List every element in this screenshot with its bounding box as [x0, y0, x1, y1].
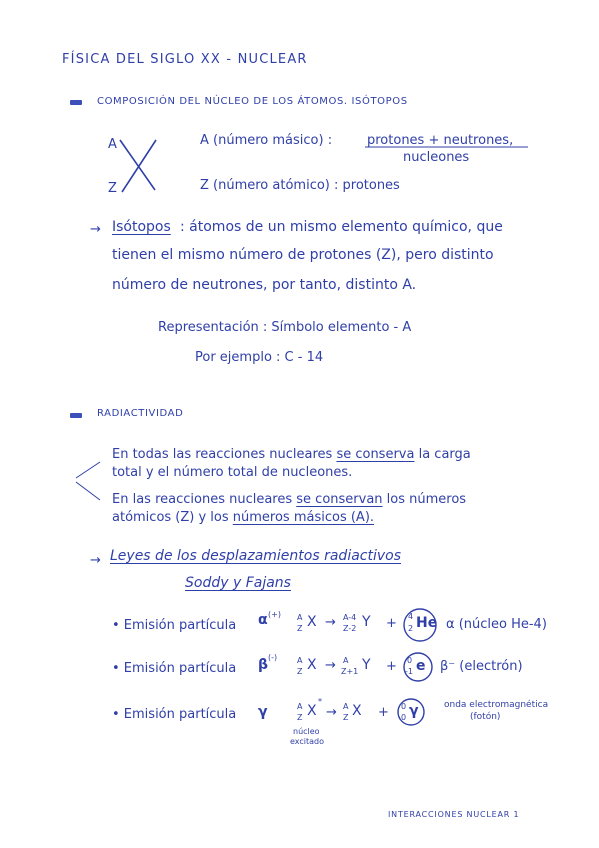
- law1-emphasis: se conserva: [336, 447, 415, 462]
- beta-particle: e: [416, 658, 426, 674]
- beta-product-atomic: Z+1: [341, 667, 359, 676]
- alpha-product: Y: [362, 614, 371, 630]
- law1-post: la carga: [414, 447, 471, 462]
- beta-note: β⁻ (electrón): [440, 659, 523, 674]
- atomic-number-label: Z (número atómico) : protones: [200, 178, 400, 193]
- nucleons-label: nucleones: [403, 150, 470, 165]
- gamma-product-atomic: Z: [343, 713, 349, 722]
- section-heading-nucleus: COMPOSICIÓN DEL NÚCLEO DE LOS ÁTOMOS. ISÓTOPOS: [97, 96, 408, 107]
- gamma-reactant: X: [307, 703, 317, 719]
- example-line: Por ejemplo : C - 14: [195, 350, 324, 365]
- beta-reactant: X: [307, 657, 317, 673]
- law1-pre: En todas las reacciones nucleares: [112, 447, 337, 462]
- isotopes-term: Isótopos: [112, 219, 171, 235]
- page-title: FÍSICA DEL SIGLO XX - NUCLEAR: [62, 52, 308, 67]
- arrow-up-stroke: [76, 462, 100, 478]
- beta-emission-label: • Emisión partícula: [112, 661, 237, 676]
- representation-line: Representación : Símbolo elemento - A: [158, 320, 412, 335]
- excited-label-line1: núcleo: [293, 727, 320, 736]
- alpha-product-mass: A-4: [343, 613, 357, 622]
- section-bullet: [70, 100, 82, 105]
- law2-line2-emphasis: números másicos (A).: [232, 510, 375, 525]
- page-footer: INTERACCIONES NUCLEAR 1: [388, 810, 520, 819]
- law2-emphasis: se conservan: [296, 492, 383, 507]
- conservation-law-2: [112, 492, 466, 507]
- label-mass-number-symbol: A: [108, 137, 117, 152]
- law2-post: los números: [382, 492, 467, 507]
- gamma-reactant-atomic: Z: [297, 713, 303, 722]
- conservation-law-2-line2: [112, 510, 374, 525]
- arrow-down-stroke: [76, 482, 100, 500]
- alpha-particle-atomic: 2: [408, 624, 414, 633]
- gamma-particle-atomic: 0: [401, 713, 407, 722]
- gamma-reactant-mass: A: [297, 702, 303, 711]
- gamma-particle-mass: 0: [401, 702, 407, 711]
- gamma-note-line2: (fotón): [470, 712, 501, 722]
- beta-charge: (-): [268, 653, 278, 662]
- isotopes-def-line3: número de neutrones, por tanto, distinto A.: [112, 277, 417, 293]
- beta-reactant-mass: A: [297, 656, 303, 665]
- excited-label-line2: excitado: [290, 737, 325, 746]
- alpha-note: α (núcleo He-4): [446, 617, 547, 632]
- conservation-law-1: [112, 447, 471, 462]
- gamma-particle: γ: [409, 703, 419, 719]
- gamma-emission-label: • Emisión partícula: [112, 707, 237, 722]
- conservation-law-1-line2: total y el número total de nucleones.: [112, 465, 353, 480]
- beta-product: Y: [362, 657, 371, 673]
- alpha-product-atomic: Z-2: [343, 624, 357, 633]
- displacement-laws-authors: Soddy y Fajans: [185, 575, 291, 591]
- displacement-laws-title: Leyes de los desplazamientos radiactivos: [110, 548, 402, 564]
- alpha-reactant-mass: A: [297, 613, 303, 622]
- reaction-arrow: →: [325, 658, 336, 673]
- beta-product-mass: A: [343, 656, 349, 665]
- mass-number-label: A (número másico) :: [200, 133, 333, 148]
- law2-pre: En las reacciones nucleares: [112, 492, 297, 507]
- section-bullet: [70, 413, 82, 418]
- beta-symbol: β: [258, 657, 269, 673]
- gamma-product: X: [352, 703, 362, 719]
- gamma-note-line1: onda electromagnética: [444, 700, 549, 710]
- isotopes-def-line1: : átomos de un mismo elemento químico, que: [180, 219, 503, 235]
- beta-reactant-atomic: Z: [297, 667, 303, 676]
- alpha-emission-label: • Emisión partícula: [112, 618, 237, 633]
- section-heading-radioactivity: RADIACTIVIDAD: [97, 408, 184, 419]
- alpha-particle: He: [416, 615, 438, 631]
- mass-number-value: protones + neutrones,: [367, 133, 514, 148]
- beta-particle-mass: 0: [407, 656, 413, 665]
- plus-sign: +: [378, 705, 389, 720]
- gamma-symbol: γ: [258, 704, 268, 720]
- reaction-arrow: →: [325, 615, 336, 630]
- alpha-charge: (+): [268, 610, 281, 619]
- excited-asterisk: *: [318, 697, 322, 706]
- plus-sign: +: [386, 616, 397, 631]
- beta-particle-atomic: -1: [405, 667, 413, 676]
- alpha-particle-mass: 4: [408, 612, 414, 621]
- plus-sign: +: [386, 659, 397, 674]
- arrow-icon: →: [90, 222, 101, 237]
- gamma-product-mass: A: [343, 702, 349, 711]
- alpha-reactant-atomic: Z: [297, 624, 303, 633]
- label-atomic-number-symbol: Z: [108, 181, 117, 196]
- alpha-symbol: α: [258, 612, 268, 628]
- isotopes-def-line2: tienen el mismo número de protones (Z), pero distinto: [112, 247, 494, 263]
- reaction-arrow: →: [326, 705, 337, 720]
- alpha-reactant: X: [307, 614, 317, 630]
- arrow-icon: →: [90, 553, 101, 568]
- law2-line2-pre: atómicos (Z) y los: [112, 510, 233, 525]
- cross-stroke-1: [120, 140, 155, 190]
